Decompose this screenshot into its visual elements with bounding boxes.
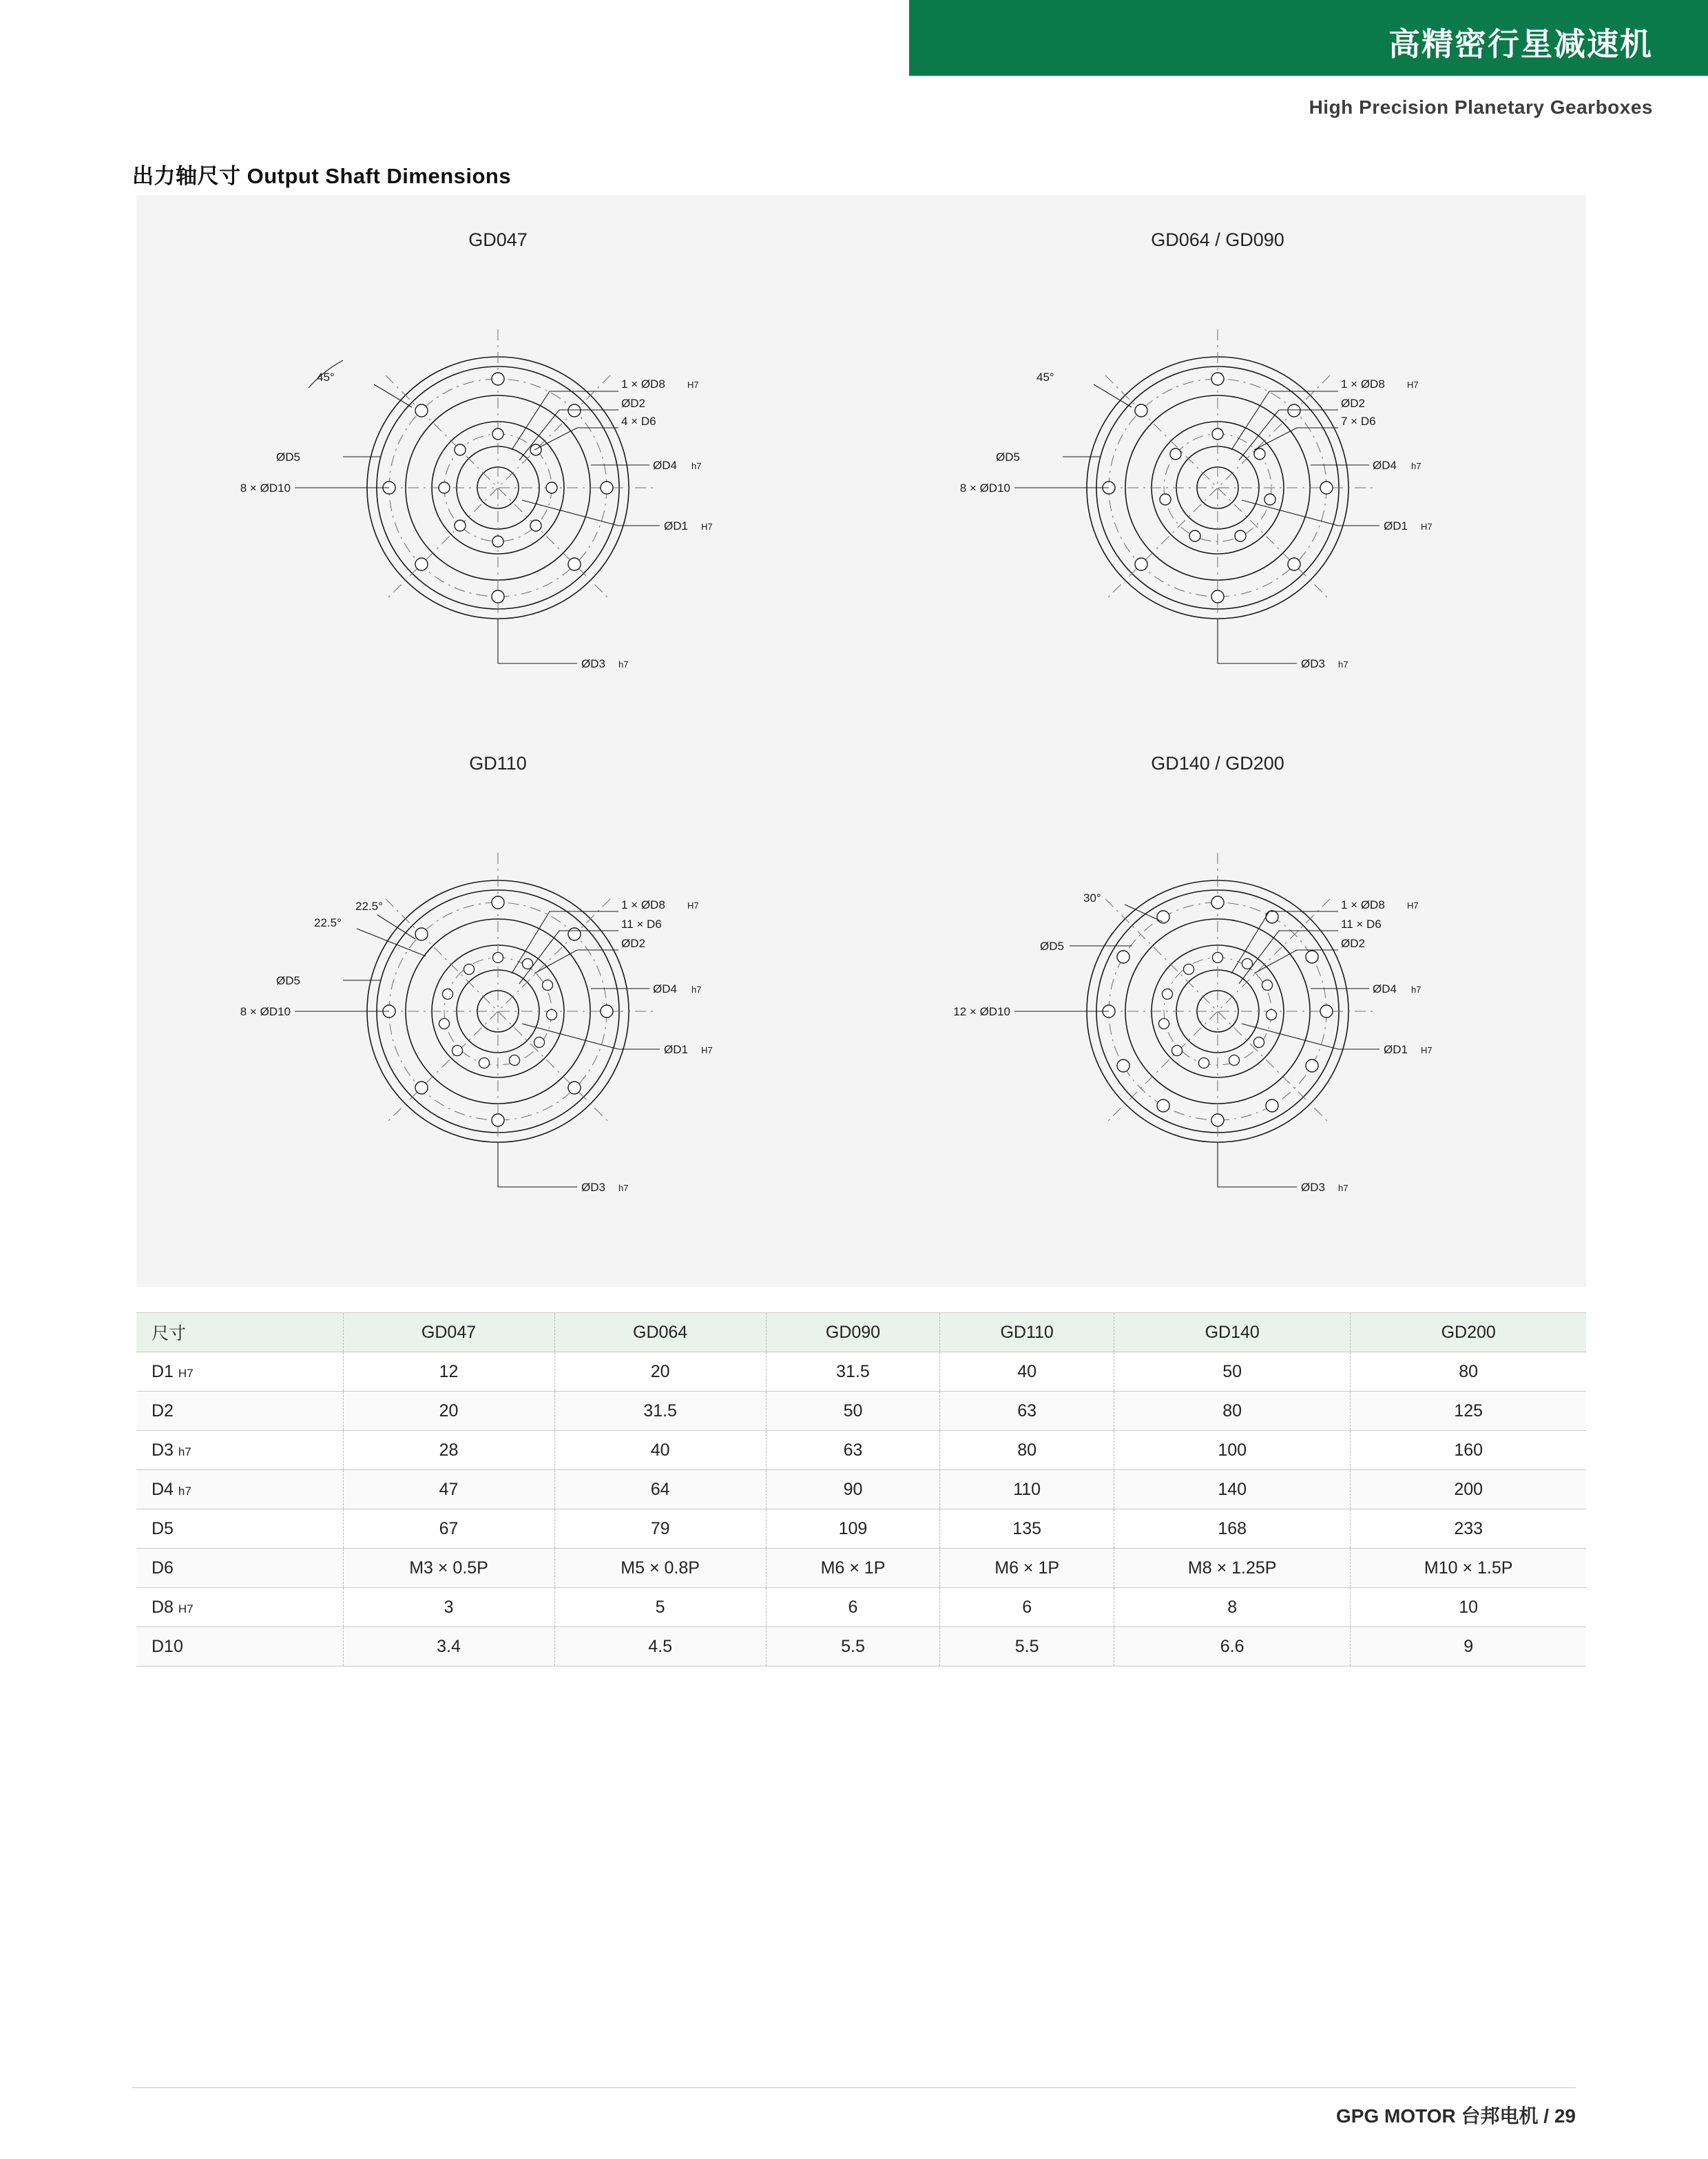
cell: 4.5 xyxy=(554,1627,766,1666)
callout-d6: 4 × D6 xyxy=(621,415,656,428)
row-label-fit: h7 xyxy=(178,1445,191,1458)
callout-d3: ØD3 xyxy=(1301,657,1325,670)
col-header-gd200: GD200 xyxy=(1351,1313,1586,1352)
cell: M3 × 0.5P xyxy=(343,1549,554,1588)
callout-d4-fit: h7 xyxy=(691,461,702,471)
page-number: 29 xyxy=(1554,2105,1576,2127)
cell: 79 xyxy=(554,1509,766,1549)
callout-d3: ØD3 xyxy=(581,657,605,670)
cell: 80 xyxy=(1114,1392,1351,1431)
table-row xyxy=(136,1352,1586,1392)
dimensions-table xyxy=(136,1312,1586,1666)
table-row xyxy=(136,1470,1586,1509)
cell: 63 xyxy=(766,1431,940,1470)
callout-d3: ØD3 xyxy=(581,1181,605,1194)
cell: M6 × 1P xyxy=(766,1549,940,1588)
cell: 168 xyxy=(1114,1509,1351,1549)
col-header-gd090: GD090 xyxy=(766,1313,940,1352)
callout-angle: 45° xyxy=(317,371,335,384)
drawing-gd047 xyxy=(136,250,860,725)
col-header-gd047: GD047 xyxy=(343,1313,554,1352)
cell: 80 xyxy=(1351,1352,1586,1392)
cell: 10 xyxy=(1351,1588,1586,1627)
callout-d4-fit: h7 xyxy=(691,984,702,995)
col-header-gd110: GD110 xyxy=(940,1313,1114,1352)
callout-d2: ØD2 xyxy=(621,937,645,950)
callout-d10: 12 × ØD10 xyxy=(953,1005,1010,1018)
callout-d10: 8 × ØD10 xyxy=(240,1005,291,1018)
cell: 6.6 xyxy=(1114,1627,1351,1666)
cell: 100 xyxy=(1114,1431,1351,1470)
col-header-size: 尺寸 xyxy=(136,1313,343,1352)
cell: 9 xyxy=(1351,1627,1586,1666)
callout-d4: ØD4 xyxy=(1373,459,1397,472)
row-label-text: D5 xyxy=(152,1518,174,1538)
cell: 8 xyxy=(1114,1588,1351,1627)
callout-d3-fit: h7 xyxy=(1338,659,1348,670)
callout-d1-fit: H7 xyxy=(701,1045,713,1055)
col-header-gd064: GD064 xyxy=(554,1313,766,1352)
header-subtitle-en: High Precision Planetary Gearboxes xyxy=(1309,96,1653,118)
cell: 20 xyxy=(554,1352,766,1392)
dimensions-table-wrapper xyxy=(136,1312,1586,1666)
cell: 47 xyxy=(343,1470,554,1509)
footer xyxy=(1336,2101,1576,2129)
row-label-fit: h7 xyxy=(178,1484,191,1498)
footer-separator: / xyxy=(1543,2105,1550,2127)
callout-d3-fit: h7 xyxy=(618,659,629,670)
drawing-gd140-gd200 xyxy=(856,774,1579,1249)
row-label-text: D4 xyxy=(152,1479,174,1499)
row-label xyxy=(136,1392,343,1431)
drawing-gd064-gd090 xyxy=(856,250,1579,725)
callout-angle: 30° xyxy=(1083,891,1101,905)
cell: 64 xyxy=(554,1470,766,1509)
row-label xyxy=(136,1509,343,1549)
row-label-fit: H7 xyxy=(178,1366,194,1380)
table-row xyxy=(136,1509,1586,1549)
row-label xyxy=(136,1431,343,1470)
figure-title: GD110 xyxy=(469,753,527,774)
cell: 28 xyxy=(343,1431,554,1470)
cell: 20 xyxy=(343,1392,554,1431)
row-label xyxy=(136,1352,343,1392)
cell: 110 xyxy=(940,1470,1114,1509)
callout-d4: ØD4 xyxy=(1373,982,1397,995)
table-header-row xyxy=(136,1313,1586,1352)
callout-d1-fit: H7 xyxy=(701,521,713,532)
figure-gd140-gd200 xyxy=(856,719,1579,1249)
row-label-text: D1 xyxy=(152,1361,174,1381)
row-label-text: D2 xyxy=(152,1401,174,1421)
cell: 6 xyxy=(766,1588,940,1627)
cell: 6 xyxy=(940,1588,1114,1627)
callout-d3-fit: h7 xyxy=(618,1183,629,1193)
cell: 200 xyxy=(1351,1470,1586,1509)
callout-angle: 45° xyxy=(1037,371,1054,384)
drawing-gd110 xyxy=(136,774,860,1249)
callout-d3-fit: h7 xyxy=(1338,1183,1348,1193)
callout-d8-fit: H7 xyxy=(687,900,699,911)
cell: 31.5 xyxy=(554,1392,766,1431)
callout-angle-2: 22.5° xyxy=(314,916,342,929)
callout-d2: ØD2 xyxy=(1341,937,1365,950)
row-label-text: D10 xyxy=(152,1636,183,1656)
page-header xyxy=(0,0,1708,138)
table-row xyxy=(136,1431,1586,1470)
col-header-gd140: GD140 xyxy=(1114,1313,1351,1352)
callout-d4: ØD4 xyxy=(653,982,677,995)
row-label-text: D3 xyxy=(152,1440,174,1460)
cell: 90 xyxy=(766,1470,940,1509)
page-title: 出力轴尺寸 Output Shaft Dimensions xyxy=(132,164,512,188)
figure-gd064-gd090 xyxy=(856,195,1579,725)
row-label xyxy=(136,1549,343,1588)
cell: 160 xyxy=(1351,1431,1586,1470)
cell: 5.5 xyxy=(940,1627,1114,1666)
cell: 80 xyxy=(940,1431,1114,1470)
cell: 63 xyxy=(940,1392,1114,1431)
callout-d10: 8 × ØD10 xyxy=(959,482,1010,495)
callout-d6: 11 × D6 xyxy=(1341,918,1382,931)
cell: 5 xyxy=(554,1588,766,1627)
callout-d5: ØD5 xyxy=(276,451,300,464)
drawing-panel xyxy=(136,195,1586,1287)
cell: 31.5 xyxy=(766,1352,940,1392)
cell: 40 xyxy=(554,1431,766,1470)
table-row xyxy=(136,1588,1586,1627)
header-title-cn: 高精密行星减速机 xyxy=(1388,26,1653,62)
cell: 12 xyxy=(343,1352,554,1392)
callout-d5: ØD5 xyxy=(996,451,1020,464)
callout-d1: ØD1 xyxy=(664,519,688,533)
cell: M10 × 1.5P xyxy=(1351,1549,1586,1588)
cell: M8 × 1.25P xyxy=(1114,1549,1351,1588)
callout-d1-fit: H7 xyxy=(1421,1045,1433,1055)
row-label-text: D6 xyxy=(152,1558,174,1578)
cell: 5.5 xyxy=(766,1627,940,1666)
callout-d8: 1 × ØD8 xyxy=(1341,378,1385,391)
footer-divider xyxy=(132,2087,1576,2088)
callout-d8: 1 × ØD8 xyxy=(621,378,665,391)
cell: M6 × 1P xyxy=(940,1549,1114,1588)
cell: 50 xyxy=(766,1392,940,1431)
row-label xyxy=(136,1627,343,1666)
callout-d5: ØD5 xyxy=(276,974,300,987)
cell: 109 xyxy=(766,1509,940,1549)
figure-gd047 xyxy=(136,195,860,725)
callout-d1: ØD1 xyxy=(664,1043,688,1056)
figure-gd110 xyxy=(136,719,860,1249)
callout-d4: ØD4 xyxy=(653,459,677,472)
cell: 50 xyxy=(1114,1352,1351,1392)
callout-d8: 1 × ØD8 xyxy=(1341,898,1385,911)
callout-d6: 11 × D6 xyxy=(621,918,662,931)
callout-d10: 8 × ØD10 xyxy=(240,482,291,495)
cell: 67 xyxy=(343,1509,554,1549)
row-label-fit: H7 xyxy=(178,1602,194,1615)
callout-d8-fit: H7 xyxy=(687,380,699,390)
row-label xyxy=(136,1470,343,1509)
callout-d8-fit: H7 xyxy=(1407,380,1419,390)
figure-title: GD047 xyxy=(468,229,528,250)
callout-d1: ØD1 xyxy=(1384,1043,1408,1056)
callout-d4-fit: h7 xyxy=(1411,461,1421,471)
cell: 40 xyxy=(940,1352,1114,1392)
callout-d8: 1 × ØD8 xyxy=(621,898,665,911)
cell: 3.4 xyxy=(343,1627,554,1666)
callout-d2: ØD2 xyxy=(621,397,645,410)
callout-d4-fit: h7 xyxy=(1411,984,1421,995)
footer-brand: GPG MOTOR 台邦电机 xyxy=(1336,2105,1539,2127)
row-label xyxy=(136,1588,343,1627)
callout-d3: ØD3 xyxy=(1301,1181,1325,1194)
callout-d1-fit: H7 xyxy=(1421,521,1433,532)
cell: 140 xyxy=(1114,1470,1351,1509)
callout-d6: 7 × D6 xyxy=(1341,415,1376,428)
cell: 125 xyxy=(1351,1392,1586,1431)
table-row xyxy=(136,1549,1586,1588)
row-label-text: D8 xyxy=(152,1597,174,1617)
callout-d5: ØD5 xyxy=(1040,940,1064,953)
cell: 3 xyxy=(343,1588,554,1627)
cell: M5 × 0.8P xyxy=(554,1549,766,1588)
table-row xyxy=(136,1627,1586,1666)
cell: 233 xyxy=(1351,1509,1586,1549)
figure-title: GD140 / GD200 xyxy=(1151,753,1284,774)
table-row xyxy=(136,1392,1586,1431)
figure-title: GD064 / GD090 xyxy=(1151,229,1284,250)
callout-d1: ØD1 xyxy=(1384,519,1408,533)
cell: 135 xyxy=(940,1509,1114,1549)
callout-d8-fit: H7 xyxy=(1407,900,1419,911)
callout-angle: 22.5° xyxy=(355,900,383,913)
callout-d2: ØD2 xyxy=(1341,397,1365,410)
